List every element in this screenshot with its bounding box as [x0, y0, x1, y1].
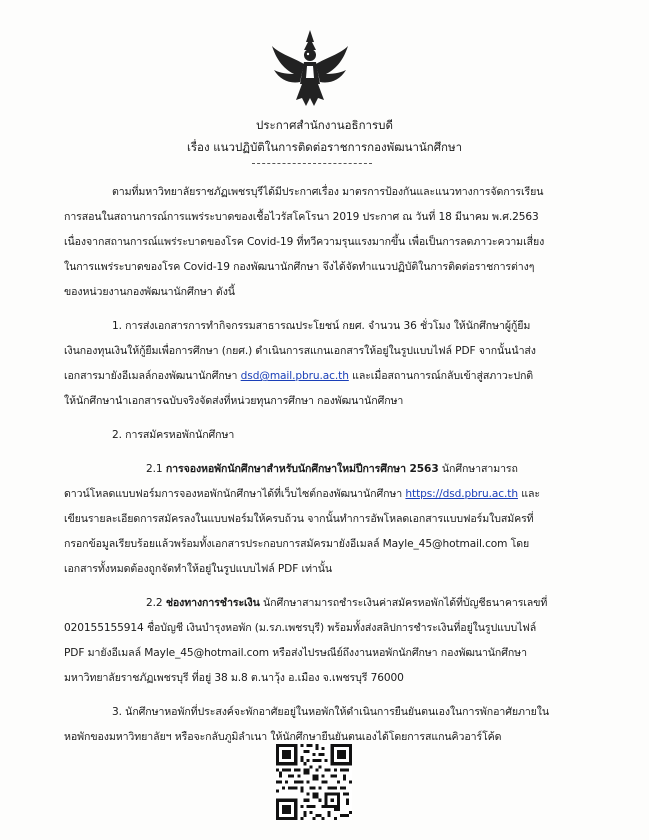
- item2-1-line-2-pre: ดาวน์โหลดแบบฟอร์มการจองหอพักนักศึกษาได้ที่เว็บไซต์กองพัฒนานักศึกษา: [64, 488, 406, 500]
- garuda-emblem-icon: [270, 28, 350, 110]
- announcement-subject: เรื่อง แนวปฏิบัติในการติดต่อราชการกองพัฒนานักศึกษา: [186, 140, 463, 154]
- intro-line-1: ตามที่มหาวิทยาลัยราชภัฏเพชรบุรีได้มีประกาศเรื่อง มาตรการป้องกันและแนวทางการจัดการเรียน: [112, 186, 544, 198]
- item2-1-line-4: กรอกข้อมูลเรียบร้อยแล้วพร้อมทั้งเอกสารประกอบการสมัครมายังอีเมลล์ Mayle_45@hotmail.com โดย: [64, 538, 530, 550]
- item2-1-line-3: เขียนรายละเอียดการสมัครลงในแบบฟอร์มให้ครบถ้วน จากนั้นทำการอัพโหลดเอกสารแบบฟอร์มใบสมัครที่: [64, 513, 534, 525]
- item2-1-rest: นักศึกษาสามารถ: [438, 463, 518, 475]
- item2-1-line-2-post: และ: [517, 488, 540, 500]
- item2-2-line-1: [146, 596, 547, 610]
- item2-1-bold-title: การจองหอพักนักศึกษาสำหรับนักศึกษาใหม่ปีการศึกษา 2563: [165, 463, 439, 475]
- item2-2-number: 2.2: [146, 597, 166, 609]
- item1-line-3-pre: เอกสารมายังอีเมลล์กองพัฒนานักศึกษา: [64, 370, 241, 382]
- item2-1-line-5: เอกสารทั้งหมดต้องถูกจัดทำให้อยู่ในรูปแบบไฟล์ PDF เท่านั้น: [64, 563, 333, 575]
- item3-line-2: หอพักของมหาวิทยาลัยฯ หรือจะกลับภูมิลำเนา ให้นักศึกษายืนยันตนเองได้โดยการสแกนคิวอาร์โค้ด: [64, 731, 502, 743]
- item2-2-rest: นักศึกษาสามารถชำระเงินค่าสมัครหอพักได้ที่บัญชีธนาคารเลขที่: [259, 597, 548, 609]
- item2-1-line-2: [64, 487, 540, 501]
- item3-line-1: 3. นักศึกษาหอพักที่ประสงค์จะพักอาศัยอยู่ในหอพักให้ดำเนินการยืนยันตนเองในการพักอาศัยภายใน: [112, 706, 550, 718]
- intro-line-2: การสอนในสถานการณ์การแพร่ระบาดของเชื้อไวรัสโคโรนา 2019 ประกาศ ณ วันที่ 18 มีนาคม พ.ศ.2563: [64, 211, 539, 223]
- intro-line-3: เนื่องจากสถานการณ์แพร่ระบาดของโรค Covid-19 ที่ทวีความรุนแรงมากขึ้น เพื่อเป็นการลดภาวะความเสี่ยง: [64, 236, 545, 248]
- item1-line-2: เงินกองทุนเงินให้กู้ยืมเพื่อการศึกษา (กยศ.) ดำเนินการสแกนเอกสารให้อยู่ในรูปแบบไฟล์ PDF จากนั้นนำส่ง: [64, 345, 536, 357]
- intro-line-5: ของหน่วยงานกองพัฒนานักศึกษา ดังนี้: [64, 286, 235, 298]
- qr-code-icon[interactable]: [276, 744, 352, 820]
- item1-line-3: [64, 369, 533, 383]
- item2-1-number: 2.1: [146, 463, 166, 475]
- item1-line-4: ให้นักศึกษานำเอกสารฉบับจริงจัดส่งที่หน่วยทุนการศึกษา กองพัฒนานักศึกษา: [64, 395, 404, 407]
- item1-line-3-post: และเมื่อสถานการณ์กลับเข้าสู่สภาวะปกติ: [348, 370, 534, 382]
- item1-line-1: 1. การส่งเอกสารการทำกิจกรรมสาธารณประโยชน์ กยศ. จำนวน 36 ชั่วโมง ให้นักศึกษาผู้กู้ยืม: [112, 320, 531, 332]
- item2-heading: 2. การสมัครหอพักนักศึกษา: [112, 429, 235, 441]
- item2-2-line-3: PDF มายังอีเมลล์ Mayle_45@hotmail.com หรือส่งไปรษณีย์ถึงงานหอพักนักศึกษา กองพัฒนานักศึกษา: [64, 647, 527, 659]
- item2-2-bold-title: ช่องทางการชำระเงิน: [165, 597, 260, 609]
- item2-2-line-4: มหาวิทยาลัยราชภัฏเพชรบุรี ที่อยู่ 38 ม.8 ต.นาวุ้ง อ.เมือง จ.เพชรบุรี 76000: [64, 672, 404, 684]
- dsd-email-link[interactable]: dsd@mail.pbru.ac.th: [240, 370, 349, 382]
- announcement-office: ประกาศสำนักงานอธิการบดี: [256, 118, 393, 132]
- item2-2-line-2: 020155155914 ชื่อบัญชี เงินบำรุงหอพัก (ม.รภ.เพชรบุรี) พร้อมทั้งส่งสลิปการชำระเงินที่อยู่ในรูปแบบไฟล์: [64, 622, 537, 634]
- item2-1-line-1: [146, 462, 518, 476]
- dsd-website-link[interactable]: https://dsd.pbru.ac.th: [405, 488, 518, 500]
- intro-line-4: ในการแพร่ระบาดของโรค Covid-19 กองพัฒนานักศึกษา จึงได้จัดทำแนวปฏิบัติในการติดต่อราชการต่างๆ: [64, 261, 535, 273]
- title-divider: [252, 163, 372, 164]
